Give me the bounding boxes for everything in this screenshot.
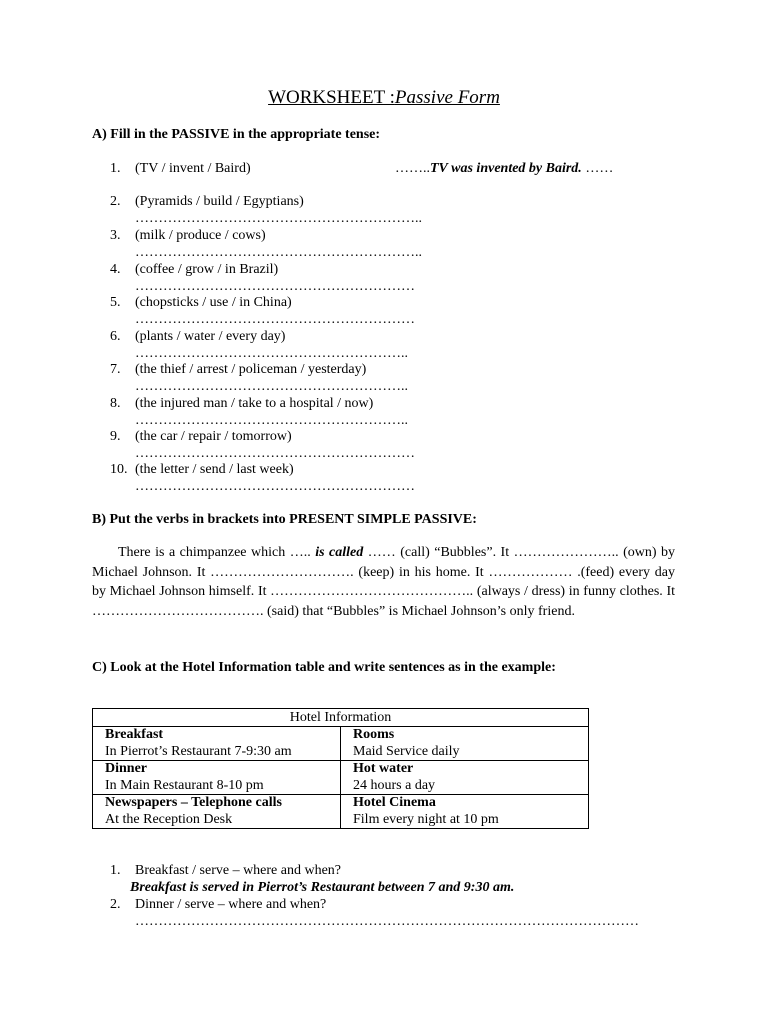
cell-value: 24 hours a day: [353, 777, 436, 793]
answer-blank[interactable]: ……………………………………………………: [135, 446, 415, 461]
table-cell: [93, 795, 341, 829]
section-a-heading: A) Fill in the PASSIVE in the appropriate tense:: [92, 127, 381, 142]
cell-heading: Rooms: [353, 727, 395, 742]
exercise-item-7: [0, 361, 768, 395]
exercise-item-8: [0, 395, 768, 429]
section-b-heading: B) Put the verbs in brackets into PRESENT SIMPLE PASSIVE:: [92, 512, 477, 527]
exercise-item-3: [0, 227, 768, 261]
cell-heading: Hotel Cinema: [353, 795, 436, 810]
cell-value: In Pierrot’s Restaurant 7-9:30 am: [105, 743, 292, 759]
answer-blank[interactable]: ……………………………………………………..: [135, 211, 422, 226]
cell-heading: Breakfast: [105, 727, 164, 742]
item-number: 9.: [110, 429, 121, 444]
item-prompt: (chopsticks / use / in China): [135, 295, 292, 310]
example-answer: [395, 160, 613, 177]
cell-heading: Dinner: [105, 761, 147, 776]
hotel-information-table: [92, 708, 589, 829]
paragraph-text-rest: …… (call) “Bubbles”. It ………………….. (own) by Michael Johnson. It …………………………. (keep) in his home. It ……………… .(feed) every day by Michael Johnson himself. It …………………………………….. (always / dress) in funny clothes. It ………………………………. (said) that “Bubbles” is Michael Johnson’s only friend.: [92, 545, 676, 619]
cell-value: In Main Restaurant 8-10 pm: [105, 777, 264, 793]
section-b-paragraph: [92, 543, 675, 621]
answer-text: TV was invented by Baird.: [430, 161, 582, 176]
item-number: 8.: [110, 396, 121, 411]
table-cell: [93, 727, 341, 761]
example-answer: Breakfast is served in Pierrot’s Restaurant between 7 and 9:30 am.: [130, 880, 515, 895]
item-number: 2.: [110, 194, 121, 209]
item-prompt: Breakfast / serve – where and when?: [135, 863, 342, 878]
table-cell: [93, 761, 341, 795]
item-prompt: (coffee / grow / in Brazil): [135, 262, 279, 277]
item-prompt: (Pyramids / build / Egyptians): [135, 194, 304, 209]
table-row: [93, 795, 589, 829]
answer-blank[interactable]: ……………………………………………………: [135, 312, 415, 327]
item-prompt: (the injured man / take to a hospital / now): [135, 396, 374, 411]
item-prompt: (the thief / arrest / policeman / yesterday): [135, 362, 367, 377]
exercise-item-6: [0, 328, 768, 362]
answer-blank[interactable]: ……………………………………………………: [135, 479, 415, 494]
answer-blank[interactable]: …………………………………………………..: [135, 346, 408, 361]
item-number: 5.: [110, 295, 121, 310]
item-prompt: (the letter / send / last week): [135, 462, 294, 477]
answer-blank[interactable]: ……………………………………………………: [135, 279, 415, 294]
table-row: [93, 727, 589, 761]
item-number: 2.: [110, 897, 121, 912]
exercise-item-1: [0, 160, 768, 194]
answer-trailing-dots: ……: [581, 161, 614, 176]
cell-heading: Newspapers – Telephone calls: [105, 795, 282, 810]
exercise-item-4: [0, 261, 768, 295]
item-number: 10.: [110, 462, 128, 477]
item-number: 4.: [110, 262, 121, 277]
item-prompt: (plants / water / every day): [135, 329, 286, 344]
table-cell: [341, 795, 589, 829]
table-row: [93, 761, 589, 795]
cell-value: Film every night at 10 pm: [353, 811, 499, 827]
answer-blank[interactable]: ……………………………………………………..: [135, 245, 422, 260]
paragraph-text-start: There is a chimpanzee which …..: [118, 545, 316, 560]
exercise-item-5: [0, 294, 768, 328]
page-title: [0, 86, 768, 110]
item-prompt: Dinner / serve – where and when?: [135, 897, 327, 912]
item-prompt: (milk / produce / cows): [135, 228, 266, 243]
answer-blank[interactable]: …………………………………………………..: [135, 379, 408, 394]
item-prompt: (TV / invent / Baird): [135, 161, 251, 176]
title-sub: Passive Form: [394, 87, 500, 108]
exercise-item-10: [0, 461, 768, 495]
table-title: Hotel Information: [93, 709, 589, 727]
title-main: WORKSHEET :: [268, 87, 395, 108]
cell-heading: Hot water: [353, 761, 414, 776]
section-c-heading: C) Look at the Hotel Information table and write sentences as in the example:: [92, 660, 556, 675]
answer-blank[interactable]: …………………………………………………..: [135, 413, 408, 428]
item-prompt: (the car / repair / tomorrow): [135, 429, 292, 444]
cell-value: At the Reception Desk: [105, 811, 233, 827]
exercise-item-9: [0, 428, 768, 462]
item-number: 1.: [110, 863, 121, 878]
exercise-item-2: [0, 193, 768, 227]
table-cell: [341, 761, 589, 795]
item-number: 3.: [110, 228, 121, 243]
item-number: 1.: [110, 161, 121, 176]
item-number: 7.: [110, 362, 121, 377]
table-cell: [341, 727, 589, 761]
cell-value: Maid Service daily: [353, 743, 460, 759]
answer-blank[interactable]: ………………………………………………………………………………………………: [135, 914, 639, 929]
answer-leading-dots: ……..: [395, 161, 430, 176]
item-number: 6.: [110, 329, 121, 344]
example-answer: is called: [315, 545, 364, 560]
